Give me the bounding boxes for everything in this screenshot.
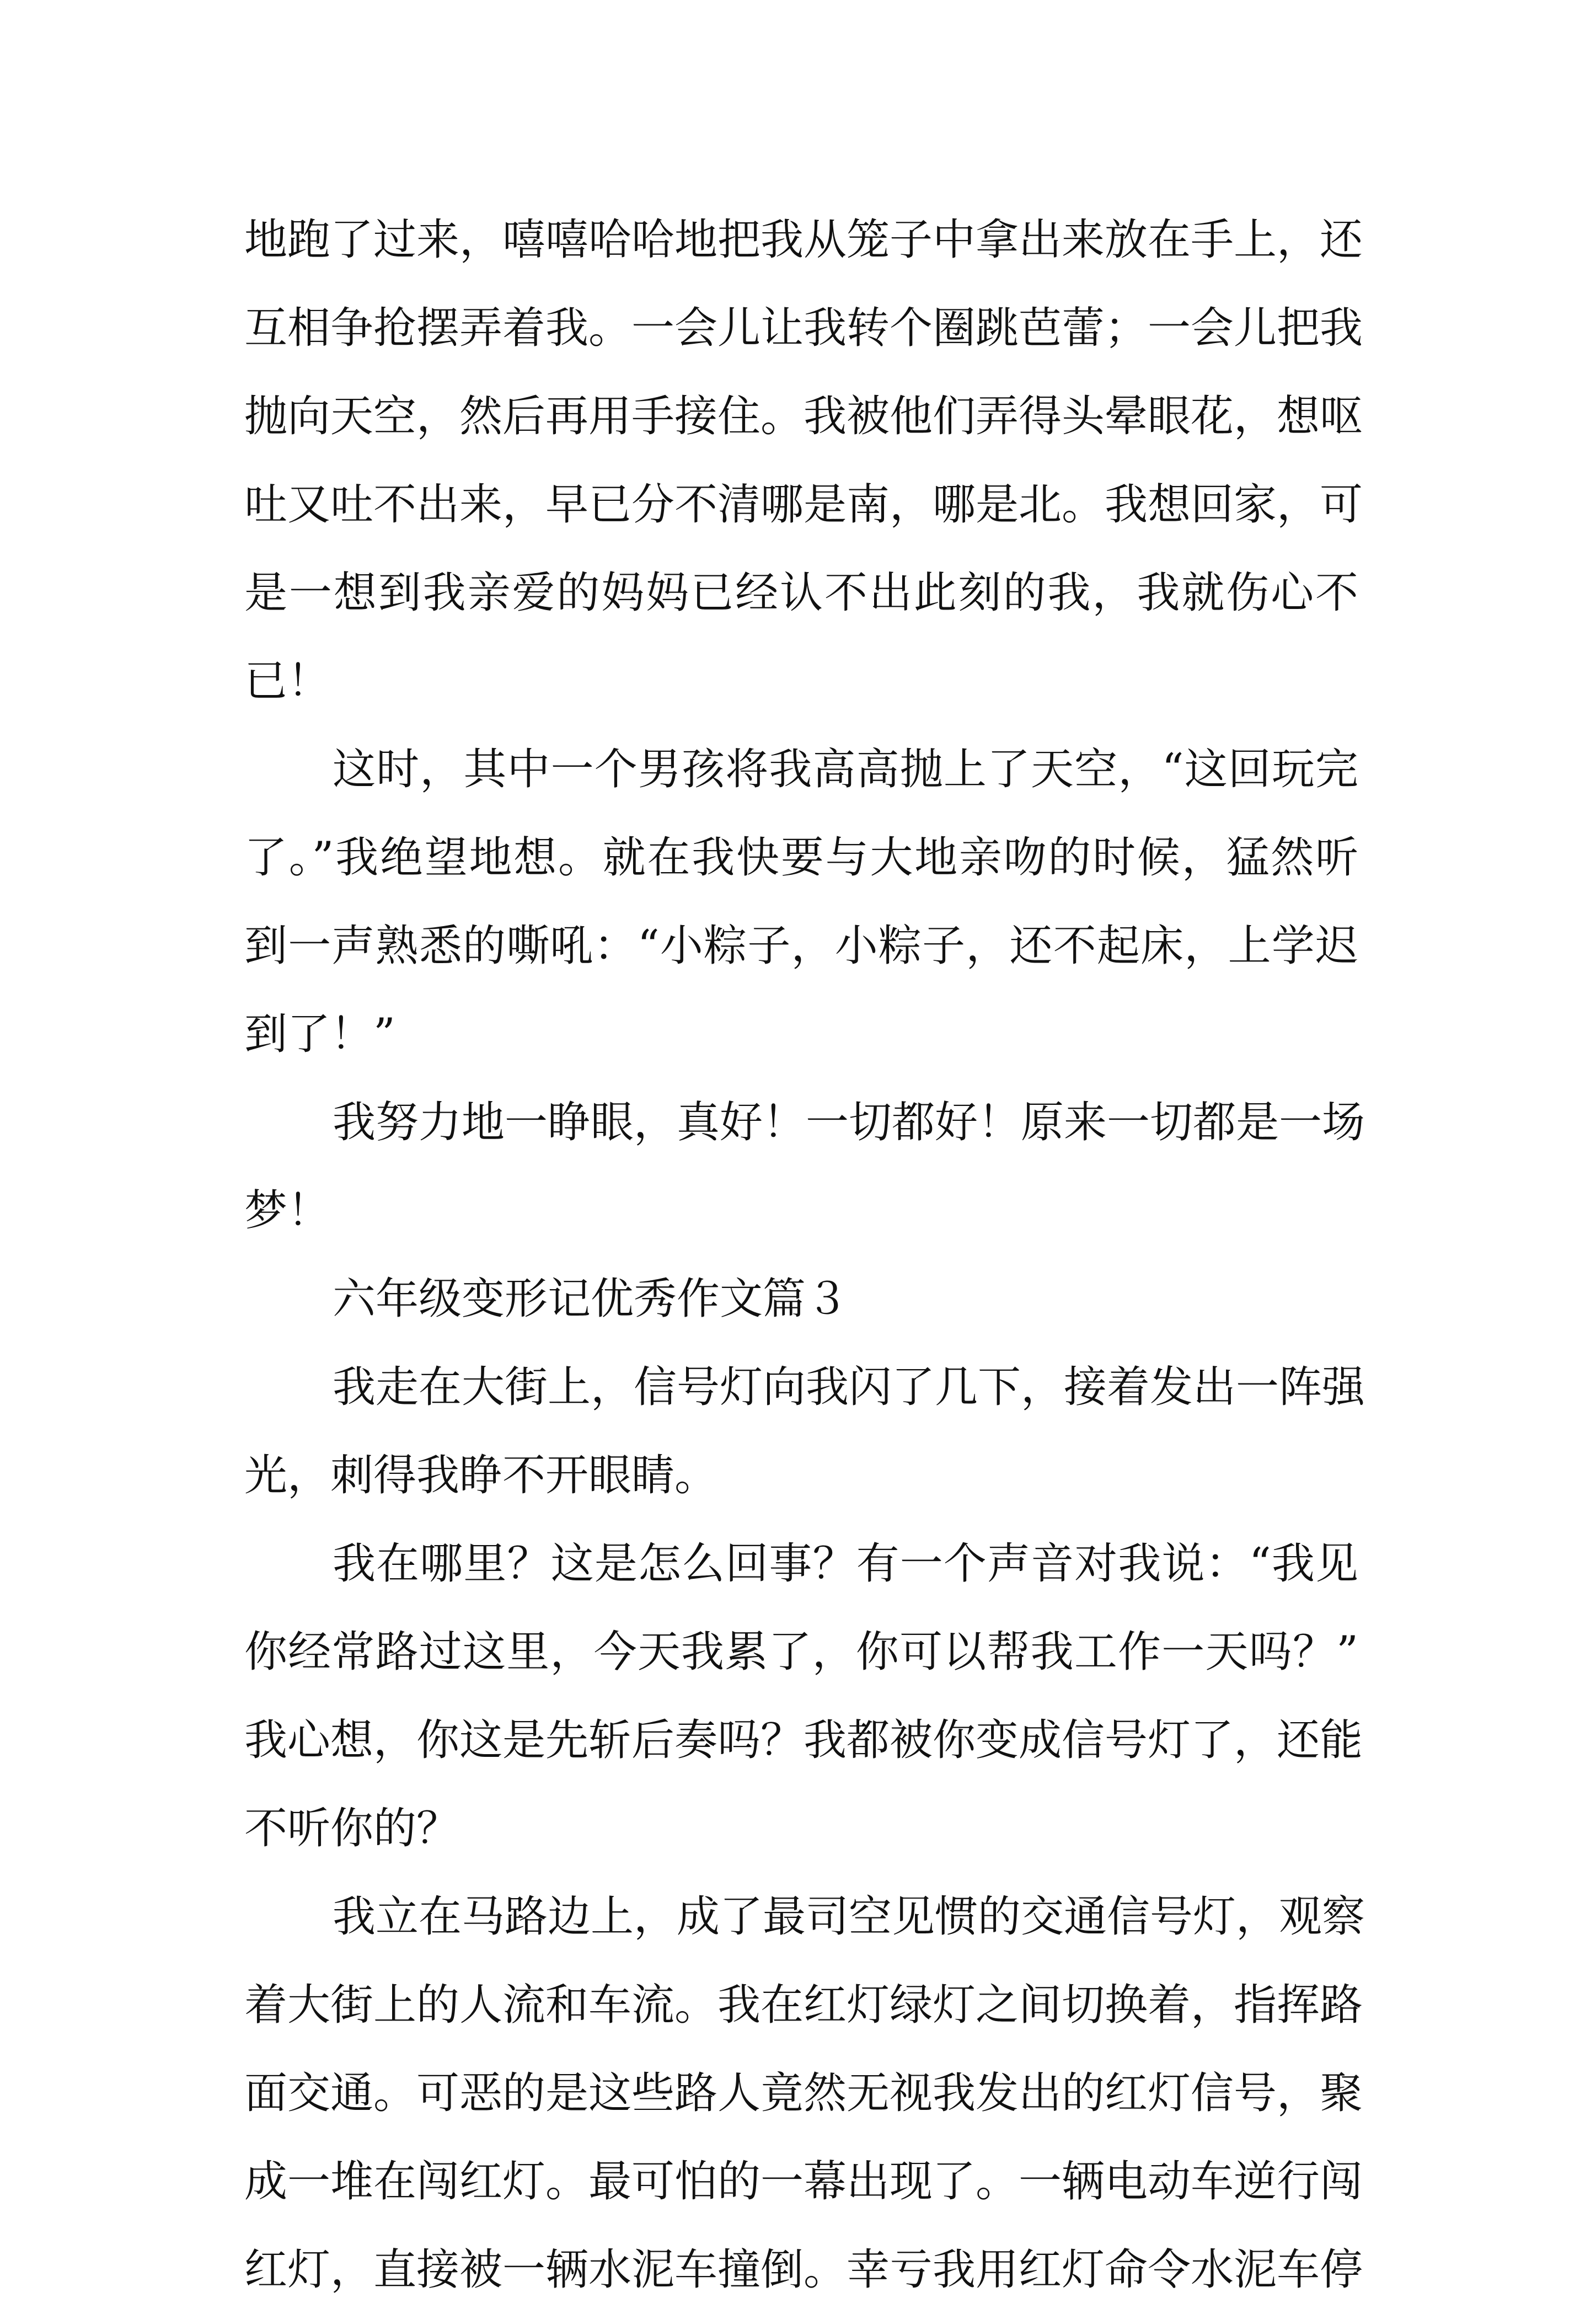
text-line: 我在哪里？这是怎么回事？有一个声音对我说：“我见 bbox=[333, 1539, 1358, 1589]
text-line: 我走在大街上，信号灯向我闪了几下，接着发出一阵强 bbox=[333, 1362, 1365, 1412]
text-line: 到了！” bbox=[244, 1009, 395, 1059]
text-line: 地跑了过来，嘻嘻哈哈地把我从笼子中拿出来放在手上，还 bbox=[244, 215, 1363, 265]
document-body bbox=[244, 196, 1365, 2314]
text-line: 我立在马路边上，成了最司空见惯的交通信号灯，观察 bbox=[333, 1892, 1365, 1942]
text-line: 到一声熟悉的嘶吼：“小粽子，小粽子，还不起床，上学迟 bbox=[244, 921, 1358, 971]
text-line: 互相争抢摆弄着我。一会儿让我转个圈跳芭蕾；一会儿把我 bbox=[244, 303, 1363, 353]
text-line: 着大街上的人流和车流。我在红灯绿灯之间切换着，指挥路 bbox=[244, 1980, 1363, 2030]
text-line: 了。”我绝望地想。就在我快要与大地亲吻的时候，猛然听 bbox=[244, 833, 1358, 883]
section-heading: 六年级变形记优秀作文篇３ bbox=[333, 1274, 849, 1324]
text-line: 已！ bbox=[244, 656, 331, 706]
text-line: 面交通。可恶的是这些路人竟然无视我发出的红灯信号，聚 bbox=[244, 2069, 1363, 2118]
text-line: 成一堆在闯红灯。最可怕的一幕出现了。一辆电动车逆行闯 bbox=[244, 2157, 1363, 2206]
text-line: 吐又吐不出来，早已分不清哪是南，哪是北。我想回家，可 bbox=[244, 480, 1363, 530]
text-line: 你经常路过这里，今天我累了，你可以帮我工作一天吗？” bbox=[244, 1627, 1358, 1677]
text-line: 我努力地一睁眼，真好！一切都好！原来一切都是一场 bbox=[333, 1098, 1365, 1147]
text-line: 是一想到我亲爱的妈妈已经认不出此刻的我，我就伤心不 bbox=[244, 568, 1358, 618]
text-line: 不听你的？ bbox=[244, 1804, 460, 1853]
text-line: 红灯，直接被一辆水泥车撞倒。幸亏我用红灯命令水泥车停 bbox=[244, 2245, 1363, 2295]
text-line: 抛向天空，然后再用手接住。我被他们弄得头晕眼花，想呕 bbox=[244, 392, 1363, 441]
text-line: 我心想，你这是先斩后奏吗？我都被你变成信号灯了，还能 bbox=[244, 1716, 1363, 1765]
text-line: 光，刺得我睁不开眼睛。 bbox=[244, 1451, 718, 1500]
text-line: 这时，其中一个男孩将我高高抛上了天空，“这回玩完 bbox=[333, 745, 1358, 794]
text-line: 梦！ bbox=[244, 1186, 331, 1236]
